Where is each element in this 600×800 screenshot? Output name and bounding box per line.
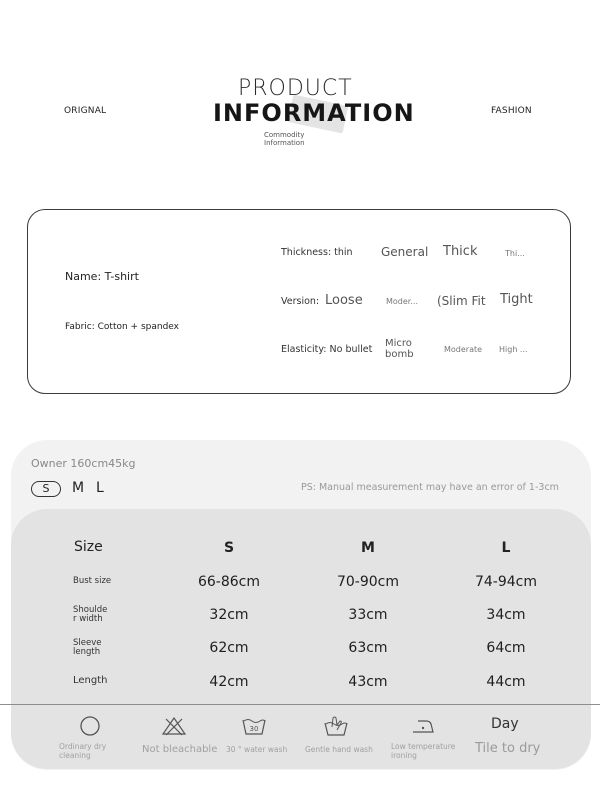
version-option-moderate: Moder... bbox=[386, 297, 418, 306]
size-option-s[interactable]: S bbox=[31, 481, 61, 497]
row-label-sleeve-line2: length bbox=[73, 647, 101, 657]
table-cell: 62cm bbox=[209, 640, 249, 656]
table-cell: 66-86cm bbox=[197, 574, 260, 590]
table-header-size: Size bbox=[74, 539, 103, 555]
owner-info: Owner 160cm45kg bbox=[31, 457, 136, 470]
care-label-no-bleach: Not bleachable bbox=[142, 744, 218, 755]
size-option-l[interactable]: L bbox=[96, 480, 104, 496]
page-subtitle bbox=[264, 131, 324, 147]
version-label: Version: bbox=[281, 296, 320, 307]
page-subtitle-line1: Commodity bbox=[264, 131, 305, 139]
circle-icon bbox=[77, 714, 103, 738]
hand-wash-icon bbox=[323, 714, 349, 738]
table-cell: 34cm bbox=[486, 607, 526, 623]
product-fabric: Fabric: Cotton + spandex bbox=[65, 322, 179, 332]
table-cell: 74-94cm bbox=[474, 574, 537, 590]
wash-temperature-text: 30 bbox=[249, 725, 259, 733]
row-label-sleeve bbox=[73, 639, 101, 657]
care-label-hand-wash: Gentle hand wash bbox=[305, 745, 373, 754]
header-left-label: ORIGNAL bbox=[64, 106, 107, 116]
table-header-l: L bbox=[501, 540, 511, 556]
elasticity-option-micro-line2: bomb bbox=[385, 349, 414, 360]
care-label-iron-line2: ironing bbox=[391, 751, 417, 760]
product-name: Name: T-shirt bbox=[65, 270, 139, 283]
measurement-note: PS: Manual measurement may have an error of 1-3cm bbox=[301, 482, 559, 493]
table-cell: 33cm bbox=[348, 607, 388, 623]
table-header-m: M bbox=[361, 540, 375, 556]
table-cell: 70-90cm bbox=[336, 574, 399, 590]
table-cell: 63cm bbox=[348, 640, 388, 656]
version-option-slim-fit: (Slim Fit bbox=[437, 294, 486, 308]
thickness-label: Thickness: thin bbox=[281, 247, 353, 258]
table-cell: 43cm bbox=[348, 674, 388, 690]
care-label-dry-clean bbox=[59, 742, 106, 760]
divider bbox=[0, 704, 600, 705]
elasticity-option-moderate: Moderate bbox=[444, 345, 483, 354]
thickness-option-thick: Thick bbox=[443, 244, 478, 259]
page-title-line2: INFORMATION bbox=[213, 99, 415, 127]
row-label-shoulder-line1: Shoulde bbox=[73, 605, 108, 615]
page-title-line1: PRODUCT bbox=[238, 76, 353, 101]
table-cell: 64cm bbox=[486, 640, 526, 656]
care-label-iron-line1: Low temperature bbox=[391, 742, 456, 751]
row-label-shoulder bbox=[73, 606, 107, 624]
elasticity-option-high: High ... bbox=[499, 345, 528, 354]
elasticity-option-micro-line1: Micro bbox=[385, 338, 412, 349]
thickness-option-thin: Thi... bbox=[505, 249, 525, 258]
table-cell: 44cm bbox=[486, 674, 526, 690]
version-option-tight: Tight bbox=[500, 292, 533, 307]
table-cell: 42cm bbox=[209, 674, 249, 690]
iron-icon bbox=[410, 714, 436, 738]
care-label-water-wash: 30 ° water wash bbox=[226, 745, 288, 754]
care-label-tile-dry: Tile to dry bbox=[475, 741, 541, 756]
page-subtitle-line2: Information bbox=[264, 139, 305, 147]
row-label-bust: Bust size bbox=[73, 576, 112, 586]
row-label-shoulder-line2: r width bbox=[73, 614, 103, 624]
care-label-iron bbox=[391, 742, 455, 760]
elasticity-option-micro-bomb bbox=[385, 338, 414, 360]
elasticity-label: Elasticity: No bullet bbox=[281, 344, 373, 355]
table-cell: 32cm bbox=[209, 607, 249, 623]
care-label-dry-clean-line2: cleaning bbox=[59, 751, 91, 760]
day-icon: Day bbox=[491, 716, 519, 732]
size-option-m[interactable]: M bbox=[72, 480, 85, 496]
wash-30-icon bbox=[241, 714, 267, 738]
no-bleach-icon bbox=[161, 714, 187, 738]
version-option-loose: Loose bbox=[325, 293, 363, 308]
thickness-option-general: General bbox=[381, 245, 429, 259]
row-label-sleeve-line1: Sleeve bbox=[73, 638, 102, 648]
table-header-s: S bbox=[223, 540, 235, 556]
header-right-label: FASHION bbox=[491, 106, 532, 116]
care-label-dry-clean-line1: Ordinary dry bbox=[59, 742, 107, 751]
row-label-length: Length bbox=[73, 675, 108, 686]
